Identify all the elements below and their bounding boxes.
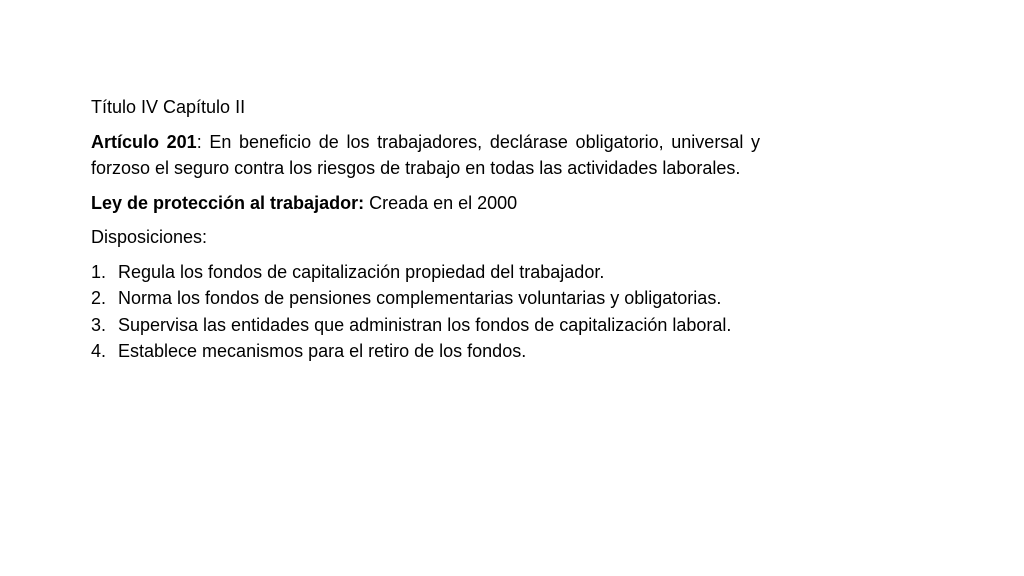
list-item-number: 4. bbox=[91, 341, 107, 361]
list-item bbox=[91, 312, 760, 339]
law-label: Ley de protección al trabajador: bbox=[91, 192, 365, 213]
list-item-number: 1. bbox=[91, 261, 107, 282]
article-text: : En beneficio de los trabajadores, declárase obligatorio, universal y forzoso el seguro contra los riesgos de trabajo en todas las actividades laborales. bbox=[91, 131, 760, 178]
section-heading: Título IV Capítulo II bbox=[91, 97, 246, 117]
list-item bbox=[91, 338, 760, 365]
provisions-title: Disposiciones: bbox=[91, 227, 208, 247]
list-item-number: 3. bbox=[91, 314, 107, 335]
provisions-list bbox=[91, 259, 760, 365]
list-item-text: Regula los fondos de capitalización propiedad del trabajador. bbox=[118, 261, 605, 282]
article-label: Artículo 201 bbox=[91, 131, 197, 152]
list-item-text: Norma los fondos de pensiones complementarias voluntarias y obligatorias. bbox=[118, 288, 722, 308]
law-paragraph bbox=[91, 190, 760, 217]
list-item-text: Establece mecanismos para el retiro de los fondos. bbox=[118, 341, 527, 361]
list-item bbox=[91, 259, 760, 286]
law-text: Creada en el 2000 bbox=[364, 192, 518, 213]
slide-content bbox=[91, 94, 760, 365]
list-item-number: 2. bbox=[91, 288, 107, 308]
list-item bbox=[91, 285, 760, 312]
article-paragraph bbox=[91, 129, 760, 182]
list-item-text: Supervisa las entidades que administran los fondos de capitalización laboral. bbox=[118, 314, 732, 335]
